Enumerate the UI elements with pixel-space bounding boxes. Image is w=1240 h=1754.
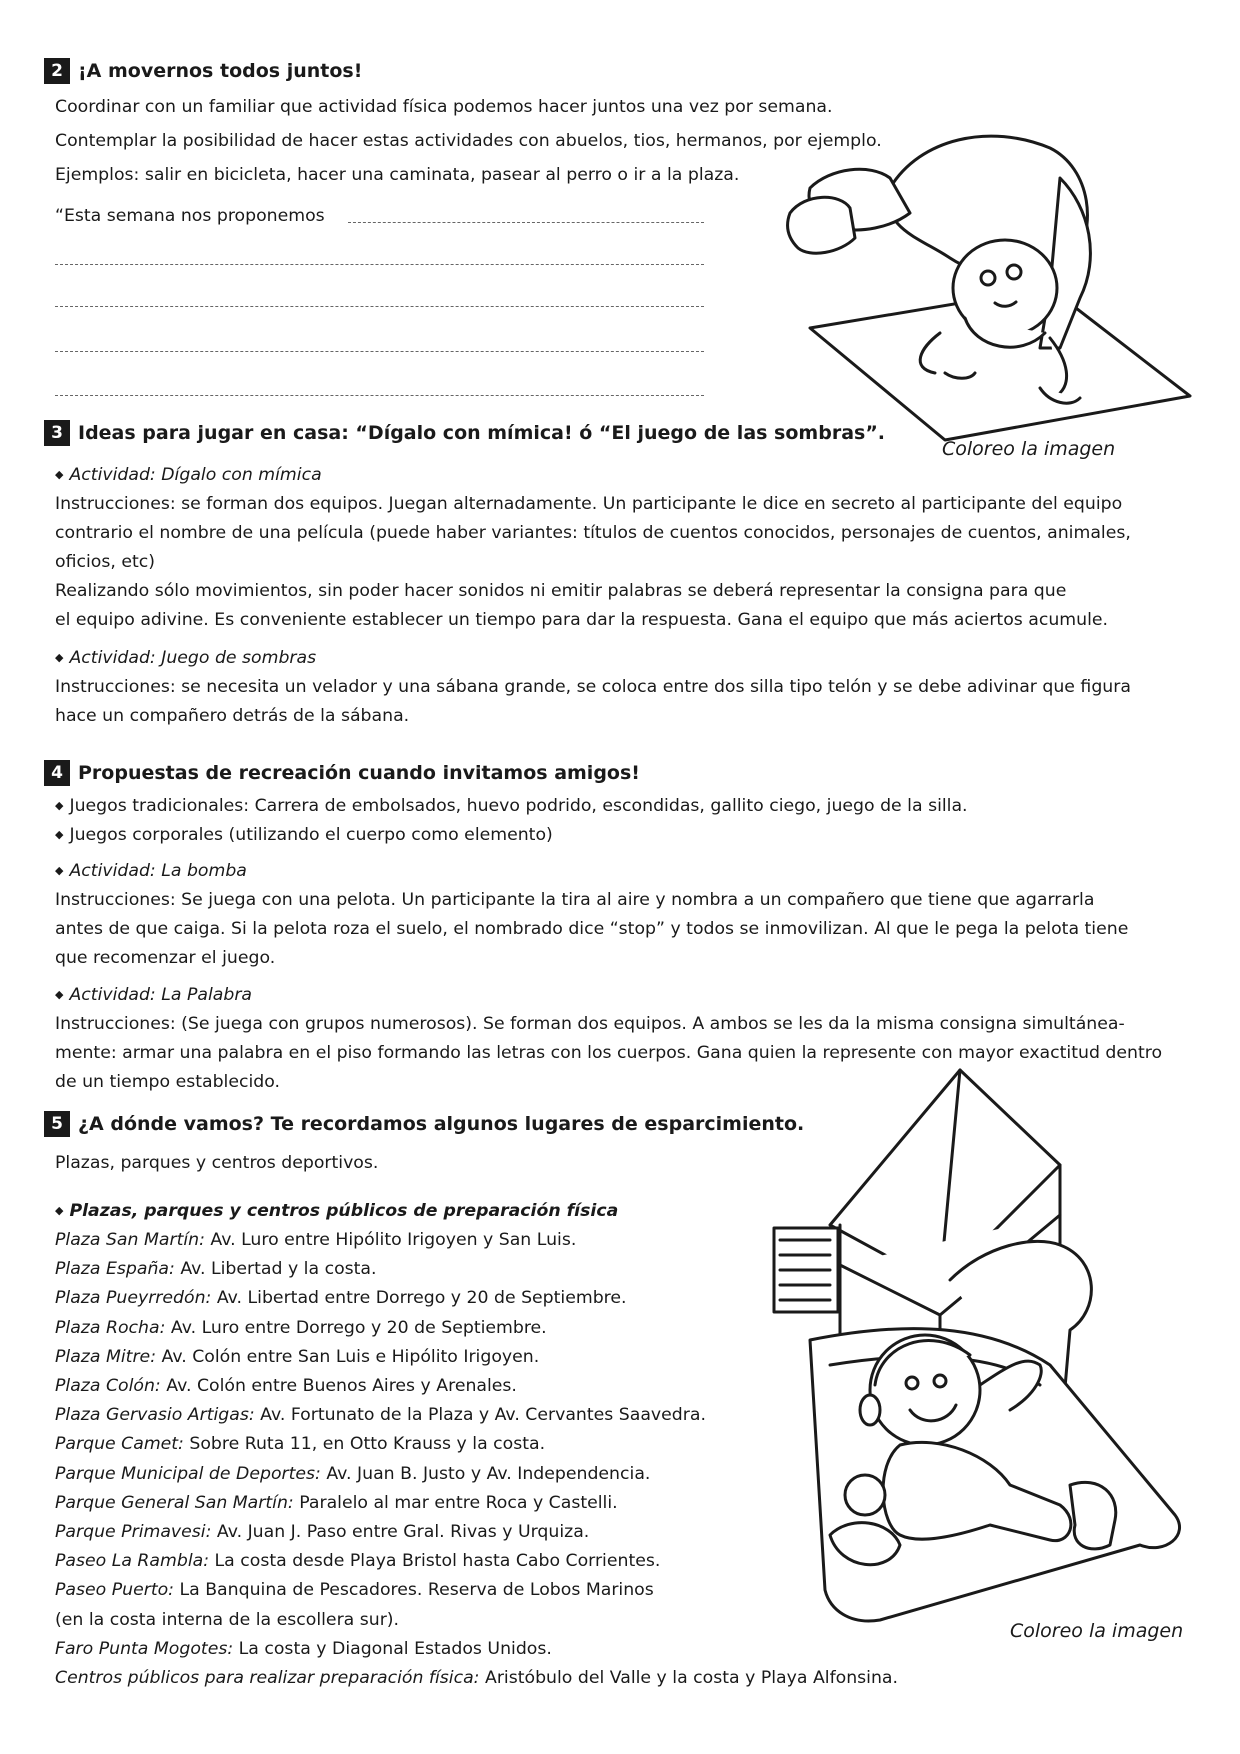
place-address: La costa y Diagonal Estados Unidos. <box>233 1639 552 1659</box>
place-address: Av. Luro entre Hipólito Irigoyen y San Luis. <box>204 1230 577 1250</box>
activity-title: ◆ Actividad: Juego de sombras <box>55 648 317 668</box>
place-item <box>55 1609 399 1631</box>
place-address: Av. Fortunato de la Plaza y Av. Cervantes Saavedra. <box>254 1405 706 1425</box>
write-in-line[interactable] <box>55 395 704 396</box>
proposal-prompt: “Esta semana nos proponemos <box>55 206 325 226</box>
place-name: Plaza España: <box>55 1259 175 1279</box>
place-address: Aristóbulo del Valle y la costa y Playa Alfonsina. <box>479 1668 899 1688</box>
write-in-line[interactable] <box>348 222 704 223</box>
activity-title: ◆ Actividad: La bomba <box>55 861 247 881</box>
place-item <box>55 1667 898 1689</box>
place-address: Av. Colón entre Buenos Aires y Arenales. <box>160 1376 517 1396</box>
place-address: Av. Juan J. Paso entre Gral. Rivas y Urquiza. <box>211 1522 590 1542</box>
section-title: Propuestas de recreación cuando invitamos amigos! <box>78 762 640 784</box>
place-name: Plaza Mitre: <box>55 1347 157 1367</box>
place-item <box>55 1229 576 1251</box>
write-in-line[interactable] <box>55 306 704 307</box>
place-name: Parque General San Martín: <box>55 1493 294 1513</box>
diamond-bullet-icon: ◆ <box>55 864 64 877</box>
section-5-intro: Plazas, parques y centros deportivos. <box>55 1153 379 1173</box>
section-title: ¡A movernos todos juntos! <box>78 60 363 82</box>
place-name: Paseo La Rambla: <box>55 1551 210 1571</box>
place-item <box>55 1433 545 1455</box>
place-name: Plaza Gervasio Artigas: <box>55 1405 255 1425</box>
place-address: (en la costa interna de la escollera sur). <box>55 1610 400 1630</box>
instructions-text: oficios, etc) <box>55 552 155 572</box>
instructions-text: Instrucciones: se necesita un velador y una sábana grande, se coloca entre dos silla tipo telón y se debe adivinar que figura <box>55 677 1131 697</box>
section-title: ¿A dónde vamos? Te recordamos algunos lugares de esparcimiento. <box>78 1113 805 1135</box>
diamond-bullet-icon: ◆ <box>55 988 64 1001</box>
section-2-text: Contemplar la posibilidad de hacer estas actividades con abuelos, tios, hermanos, por ejemplo. <box>55 131 882 151</box>
instructions-text: Instrucciones: (Se juega con grupos numerosos). Se forman dos equipos. A ambos se les da la misma consigna simultánea- <box>55 1014 1125 1034</box>
instructions-text: mente: armar una palabra en el piso formando las letras con los cuerpos. Gana quien la represente con mayor exactitud dentro <box>55 1043 1163 1063</box>
list-item: ◆ Juegos corporales (utilizando el cuerpo como elemento) <box>55 825 553 845</box>
place-name: Plaza Pueyrredón: <box>55 1288 212 1308</box>
place-item <box>55 1258 377 1280</box>
activity-title: ◆ Actividad: La Palabra <box>55 985 253 1005</box>
section-number: 2 <box>44 58 70 84</box>
section-number: 5 <box>44 1111 70 1137</box>
somersault-boy-illustration <box>770 118 1200 443</box>
section-title: Ideas para jugar en casa: “Dígalo con mímica! ó “El juego de las sombras”. <box>78 422 886 444</box>
write-in-line[interactable] <box>55 351 704 352</box>
section-5-heading <box>44 1111 804 1137</box>
section-3-heading <box>44 420 885 446</box>
place-name: Plaza Rocha: <box>55 1318 166 1338</box>
place-item <box>55 1404 706 1426</box>
slide-boy-illustration <box>770 1065 1185 1657</box>
place-name: Centros públicos para realizar preparación física: <box>55 1668 480 1688</box>
place-address: Av. Luro entre Dorrego y 20 de Septiembre. <box>165 1318 547 1338</box>
image-caption: Coloreo la imagen <box>942 438 1116 460</box>
place-item <box>55 1638 552 1660</box>
section-number: 3 <box>44 420 70 446</box>
image-caption: Coloreo la imagen <box>1010 1620 1184 1642</box>
instructions-text: que recomenzar el juego. <box>55 948 276 968</box>
place-address: Paralelo al mar entre Roca y Castelli. <box>293 1493 618 1513</box>
place-name: Plaza Colón: <box>55 1376 161 1396</box>
place-address: La costa desde Playa Bristol hasta Cabo Corrientes. <box>209 1551 661 1571</box>
place-item <box>55 1375 517 1397</box>
instructions-text: contrario el nombre de una película (puede haber variantes: títulos de cuentos conocidos, personajes de cuentos, animales, <box>55 523 1131 543</box>
place-item <box>55 1521 589 1543</box>
instructions-text: Instrucciones: se forman dos equipos. Juegan alternadamente. Un participante le dice en secreto al participante del equipo <box>55 494 1123 514</box>
diamond-bullet-icon: ◆ <box>55 1204 64 1217</box>
place-name: Faro Punta Mogotes: <box>55 1639 234 1659</box>
place-address: Sobre Ruta 11, en Otto Krauss y la costa. <box>183 1434 546 1454</box>
section-2-heading <box>44 58 362 84</box>
activity-title: ◆ Actividad: Dígalo con mímica <box>55 465 322 485</box>
place-address: La Banquina de Pescadores. Reserva de Lobos Marinos <box>174 1580 654 1600</box>
diamond-bullet-icon: ◆ <box>55 828 64 841</box>
diamond-bullet-icon: ◆ <box>55 468 64 481</box>
instructions-text: Realizando sólo movimientos, sin poder hacer sonidos ni emitir palabras se deberá representar la consigna para que <box>55 581 1067 601</box>
place-item <box>55 1550 660 1572</box>
place-item <box>55 1492 618 1514</box>
place-item <box>55 1346 539 1368</box>
section-number: 4 <box>44 760 70 786</box>
place-item <box>55 1287 627 1309</box>
places-list-title: ◆ Plazas, parques y centros públicos de preparación física <box>55 1201 619 1221</box>
instructions-text: Instrucciones: Se juega con una pelota. Un participante la tira al aire y nombra a un compañero que tiene que agarrarla <box>55 890 1095 910</box>
place-address: Av. Libertad entre Dorrego y 20 de Septiembre. <box>211 1288 627 1308</box>
instructions-text: antes de que caiga. Si la pelota roza el suelo, el nombrado dice “stop” y todos se inmovilizan. Al que le pega la pelota tiene <box>55 919 1129 939</box>
section-4-heading <box>44 760 640 786</box>
place-name: Paseo Puerto: <box>55 1580 174 1600</box>
write-in-line[interactable] <box>55 264 704 265</box>
place-item <box>55 1317 547 1339</box>
place-name: Parque Camet: <box>55 1434 184 1454</box>
diamond-bullet-icon: ◆ <box>55 651 64 664</box>
instructions-text: de un tiempo establecido. <box>55 1072 281 1092</box>
place-name: Parque Municipal de Deportes: <box>55 1464 321 1484</box>
section-2-text: Ejemplos: salir en bicicleta, hacer una caminata, pasear al perro o ir a la plaza. <box>55 165 740 185</box>
place-item <box>55 1579 654 1601</box>
instructions-text: hace un compañero detrás de la sábana. <box>55 706 410 726</box>
instructions-text: el equipo adivine. Es conveniente establecer un tiempo para dar la respuesta. Gana el equipo que más aciertos acumule. <box>55 610 1109 630</box>
place-address: Av. Juan B. Justo y Av. Independencia. <box>320 1464 651 1484</box>
place-item <box>55 1463 650 1485</box>
place-name: Plaza San Martín: <box>55 1230 205 1250</box>
section-2-text: Coordinar con un familiar que actividad física podemos hacer juntos una vez por semana. <box>55 97 833 117</box>
diamond-bullet-icon: ◆ <box>55 799 64 812</box>
place-address: Av. Colón entre San Luis e Hipólito Irigoyen. <box>156 1347 540 1367</box>
list-item: ◆ Juegos tradicionales: Carrera de embolsados, huevo podrido, escondidas, gallito ciego, juego de la silla. <box>55 796 968 816</box>
place-address: Av. Libertad y la costa. <box>174 1259 377 1279</box>
place-name: Parque Primavesi: <box>55 1522 212 1542</box>
